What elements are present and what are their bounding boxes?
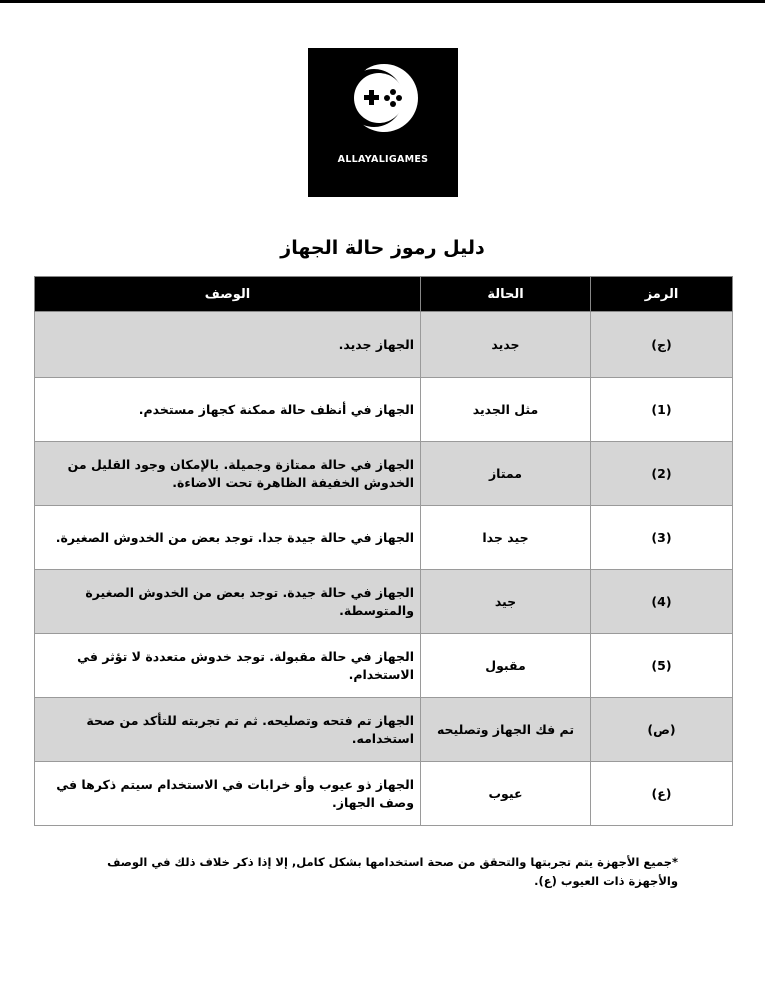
row-code: (ص)	[591, 698, 733, 762]
row-description: الجهاز ذو عيوب وأو خرابات في الاستخدام سيتم ذكرها في وصف الجهاز.	[35, 762, 421, 826]
row-description: الجهاز جديد.	[35, 312, 421, 378]
logo-text: ALLAYALIGAMES	[337, 154, 429, 165]
table-row	[35, 506, 733, 570]
header-description: الوصف	[35, 277, 421, 312]
table-row	[35, 634, 733, 698]
footnote: *جميع الأجهزة يتم تجربتها والتحقق من صحة استخدامها بشكل كامل, إلا إذا ذكر خلاف ذلك في الوصف والأجهزة ذات العيوب (ع).	[107, 855, 678, 888]
row-status: مقبول	[421, 634, 591, 698]
row-code: (2)	[591, 442, 733, 506]
row-status: جيد	[421, 570, 591, 634]
table-row	[35, 570, 733, 634]
row-description: الجهاز في حالة ممتازة وجميلة. بالإمكان وجود القليل من الخدوش الخفيفة الظاهرة تحت الاضاءة.	[35, 442, 421, 506]
row-status: تم فك الجهاز وتصليحه	[421, 698, 591, 762]
table-row	[35, 698, 733, 762]
row-description: الجهاز في حالة جيدة. توجد بعض من الخدوش الصغيرة والمتوسطة.	[35, 570, 421, 634]
row-description: الجهاز في حالة مقبولة. توجد خدوش متعددة لا تؤثر في الاستخدام.	[35, 634, 421, 698]
row-description: الجهاز تم فتحه وتصليحه. ثم تم تجربته للتأكد من صحة استخدامه.	[35, 698, 421, 762]
logo	[308, 48, 458, 197]
row-status: عيوب	[421, 762, 591, 826]
row-code: (4)	[591, 570, 733, 634]
header-status: الحالة	[421, 277, 591, 312]
row-status: جديد	[421, 312, 591, 378]
top-rule	[0, 0, 765, 3]
row-description: الجهاز في أنظف حالة ممكنة كجهاز مستخدم.	[35, 378, 421, 442]
row-code: (ج)	[591, 312, 733, 378]
row-status: جيد جدا	[421, 506, 591, 570]
row-description: الجهاز في حالة جيدة جدا. توجد بعض من الخدوش الصغيرة.	[35, 506, 421, 570]
row-status: ممتاز	[421, 442, 591, 506]
table-row	[35, 312, 733, 378]
header-code: الرمز	[591, 277, 733, 312]
status-codes-table	[34, 276, 733, 826]
row-code: (ع)	[591, 762, 733, 826]
table-row	[35, 378, 733, 442]
row-code: (5)	[591, 634, 733, 698]
table-header-row	[35, 277, 733, 312]
page-title: دليل رموز حالة الجهاز	[280, 237, 485, 259]
table-row	[35, 442, 733, 506]
table-row	[35, 762, 733, 826]
gamepad-moon-icon	[346, 60, 422, 136]
row-status: مثل الجديد	[421, 378, 591, 442]
row-code: (1)	[591, 378, 733, 442]
row-code: (3)	[591, 506, 733, 570]
